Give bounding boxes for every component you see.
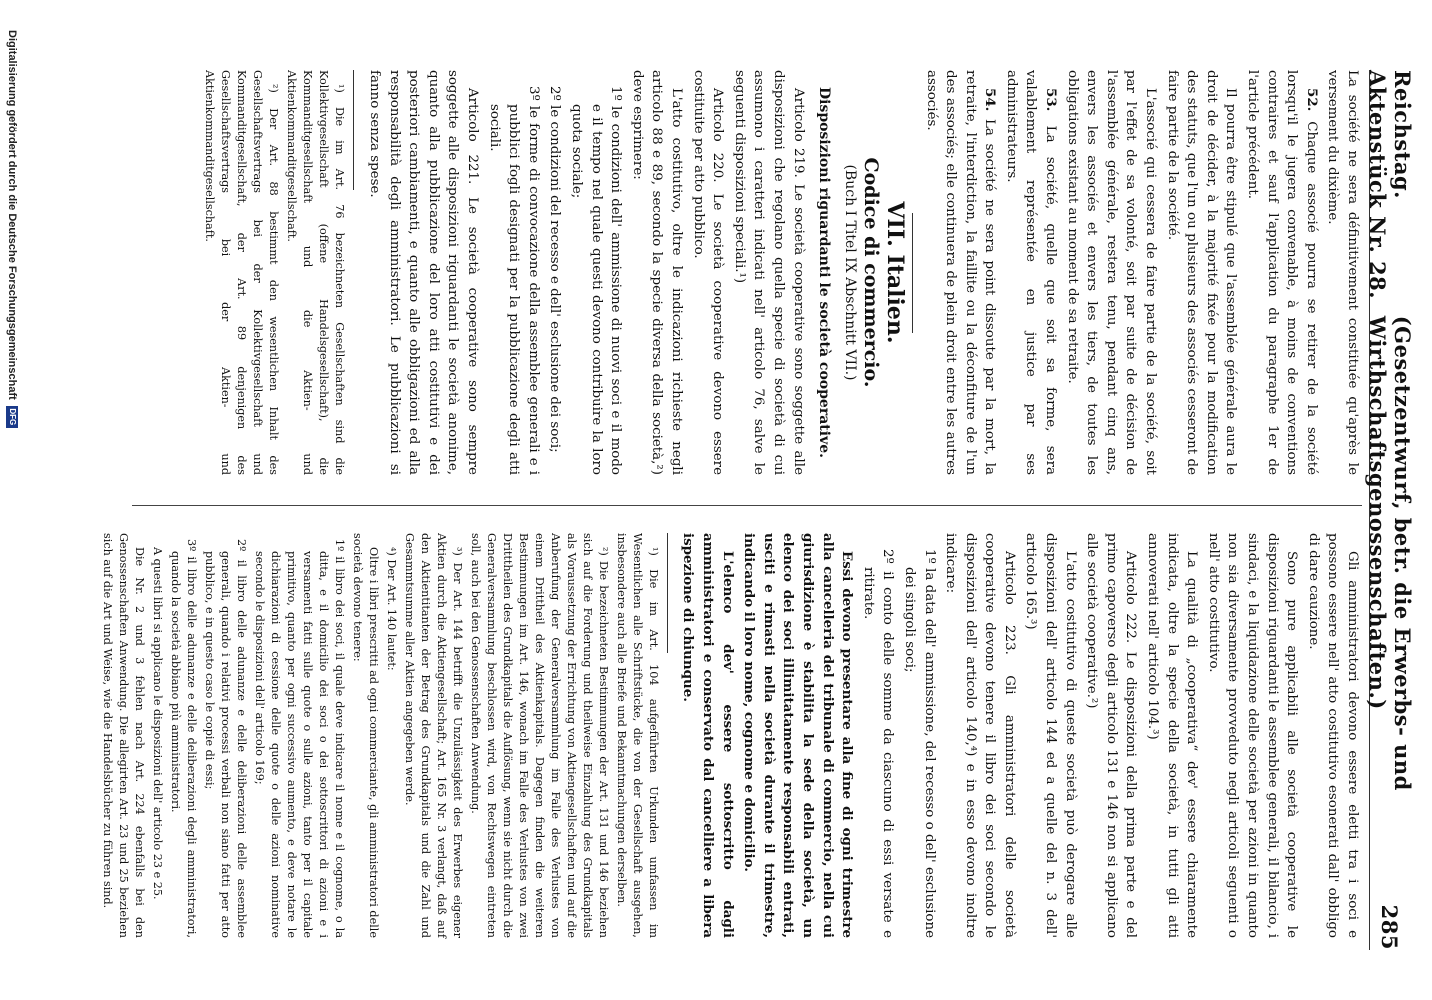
code-title: Codice di commercio. — [860, 157, 883, 388]
footnote-item: 1º il libro dei soci, il quale deve indicare il nome e il cognome, o la ditta, e il domicilio dei soci o dei sottoscrittori di azioni e i versamenti fatti sulle quote o sulle azioni, tanto per il capitale primitivo, quanto per ogni successivo aumento, e deve notare le dichiarazioni di cessione delle quote o delle azioni nominative secondo le disposizioni dell' articolo 169; — [252, 539, 346, 938]
article-223: Articolo 223. Gli amministratori delle società cooperative devono tenere il libro dei soci secondo le disposizioni dell' articolo 140,⁴) e in esso devono inoltre indicare: — [943, 533, 1017, 938]
paragraph — [1001, 70, 1060, 475]
footnote-item: 3º il libro delle adunanze e delle deliberazioni degli amministratori, quando la società abbiano più amministratori. — [168, 539, 198, 938]
footnote: ³) Der Art. 144 betrifft die Unzulässigkeit des Erwerbes eigener Aktien durch die Aktiengesellschaft; Art. 165 Nr. 3 verlangt, daß auf den Aktientitanten der Betrag des Grundkapitals und die Zahl und Gesammtsumme aller Aktien angegeben werde. — [402, 533, 464, 938]
article-220: Articolo 220. Le società cooperative devono essere costituite per atto pubblico. — [690, 70, 726, 475]
paragraph: La qualità di „cooperativa“ dev' essere chiaramente indicata, oltre la specie della società, in tutti gli atti annoverati nell' articolo 104.³) — [1145, 533, 1200, 938]
footnote-quote: Oltre i libri prescritti ad ogni commerciante, gli amministratori delle società devono tenere: — [350, 533, 380, 938]
section-divider — [912, 213, 913, 333]
article-221: Articolo 221. Le società cooperative sono sempre soggette alle disposizioni riguardanti le società anonime, quanto alla pubblicazione del loro atti costitutivi e dei posteriori cambiamenti, e quanto alle obbligazioni ed alla responsabilità degli amministratori. Le pubblicazioni si fanno senza spese. — [367, 70, 481, 475]
paragraph — [921, 70, 999, 475]
footnote: ⁴) Der Art. 140 lautet: — [384, 547, 398, 671]
footnote-quote: A questi libri si applicano le disposizioni dell' articolo 23 e 25. — [150, 547, 164, 900]
footnote-divider — [354, 70, 355, 190]
list-item: 1º la data dell' ammissione, del recesso o dell' esclusione dei singoli soci; — [901, 549, 937, 938]
footnote-item: 2º il libro delle adunanze e delle deliberazioni delle assemblee generali, quando i relativi processi verbali non siano fatti per atto pubblico, e in questo caso le copie di essi; — [202, 539, 248, 938]
paragraph: Essi devono presentare alla fine di ogni trimestre alla cancelleria del tribunale di commercio, nella cui giurisdizione è stabilita la sede della società, un elenco dei soci illimitatamente responsabili entrati, usciti e rimasti nella società durante il trimestre, indicando il loro nome, cognome e domicilio. — [741, 533, 856, 938]
footnote: ¹) Die im Art. 104 aufgeführten Urkunden umfassen im Wesentlichen alle Schriftstücke, die von der Gesellschaft ausgehen, insbesondere auch alle Briefe und Bekanntmachungen derselben. — [614, 533, 660, 938]
footnote: ²) Die bezeichneten Bestimmungen der Art. 131 und 146 beziehen sich auf die Forderung und theilweise Einzahlung des Grundkapitals als Voraussetzung der Errichtung von Aktiengesellschaften und auf die Anberufung der Generalversammlung im Falle des Verlustes von einem Drittheil des Aktienkapitals. Dagegen finden die weiteren Bestimmungen im Art. 146, wonach im Falle des Verlustes von zwei Dritttheilen des Grundkapitals die Auflösung, wenn sie nicht durch die Generalversammlung beschlossen wird, von Rechtswegen eintreten soll, auch bei den Genossenschaften Anwendung. — [468, 533, 610, 938]
left-column — [200, 70, 1363, 475]
footnote-divider — [667, 533, 668, 653]
right-column — [97, 533, 1362, 938]
dfg-logo-icon: DFG — [6, 406, 18, 428]
paragraph: Sono pure applicabili alle società cooperative le disposizioni riguardanti le assemblee generali, il bilancio, i sindaci, e la liquidazione delle società per azioni in quanto non sia diversamente provveduto negli articoli seguenti o nell' atto costitutivo. — [1205, 533, 1300, 938]
footnote: ¹) Die im Art. 76 bezeichneten Gesellschaften sind die Kollektivgesellschaft (offene Handelsgesellschaft), die Kommanditgesellschaft und die Aktien- und Aktienkommanditgesellschaft. — [285, 70, 347, 475]
running-header — [1365, 70, 1415, 950]
header-left: Reichstag. Aktenstück Nr. 28. — [1365, 70, 1415, 300]
list-item: 2º il conto delle somme da ciascuno di essi versate e ritirate. — [860, 549, 896, 938]
page-number: 285 — [1377, 904, 1403, 950]
footnote: Die Nr. 2 und 3 fehlen nach Art. 224 ebenfalls bei den Genossenschaften Anwendung. Die allegirten Art. 23 und 25 beziehen sich auf die Art und Weise, wie die Handelsbücher zu führen sind. — [100, 533, 146, 938]
list-item: 1º le condizioni dell' ammissione di nuovi soci e il modo e il tempo nel quale questi devono contribuire la loro quota sociale; — [569, 86, 624, 475]
header-center: (Gesetzentwurf, betr. die Erwerbs- und Wirthschaftsgenossenschaften.) — [1365, 315, 1415, 791]
paragraph: L'atto costitutivo di queste società può derogare alle disposizioni dell' articolo 144 ed a quelle del n. 3 dell' articolo 165.³) — [1023, 533, 1078, 938]
article-222: Articolo 222. Le disposizioni della prima parte e del primo capoverso degli articolo 131 e 146 non si applicano alle società cooperative.²) — [1084, 533, 1139, 938]
column-divider — [132, 505, 1362, 506]
code-subtitle: (Buch I Titel IX Abschnitt VII.) — [841, 164, 858, 381]
paragraph-text: La société ne sera point dissoute par la mort, la retraite, l'interdiction, la faillite ou la déconfiture de l'un des associés; elle continuera de plein droit entre les autres associés. — [923, 70, 998, 475]
paragraph — [1242, 70, 1320, 475]
article-219: Articolo 219. Le società cooperative sono soggette alle disposizioni che regolano quella specie di società di cui assumono i caratteri indicati nell' articolo 76, salve le seguenti disposizioni speciali.¹) — [731, 70, 806, 475]
article-number: 52. — [1303, 88, 1320, 112]
digitization-credit — [6, 30, 18, 730]
article-number: 54. — [982, 88, 999, 112]
paragraph-text: La société, quelle que soit sa forme, sera valablement représentée en justice par ses administrateurs. — [1003, 70, 1059, 475]
paragraph-text: Chaque associé pourra se retirer de la société lorsqu'il le jugera convenable, à moins de conventions contraires et sauf l'application du paragraphe 1er de l'article précédent. — [1245, 70, 1319, 475]
paragraph: Gli amministratori devono essere eletti tra i soci e possono essere nell' atto costitutivo esonerati dall' obbligo di dare cauzione. — [1305, 533, 1360, 938]
section-heading: Disposizioni riguardanti le società cooperative. — [816, 87, 833, 458]
list-item: 3º le forme di convocazione della assemblee generali e i pubblici fogli designati per la pubblicazione degli atti sociali. — [486, 86, 541, 475]
credit-text: Digitalisierung gefördert durch die Deutsche Forschungsgemeinschaft — [6, 30, 18, 400]
list-item: 2º le condizioni del recesso e dell' esclusione dei soci; — [547, 86, 563, 453]
footnote: ²) Der Art. 88 bestimmt den wesentlichen Inhalt des Gesellschaftsvertrags bei der Kollektivgesellschaft und Kommanditgesellschaft, der Art. 89 denjenigen des Gesellschaftsvertrags bei der Aktien- und Aktienkommanditgesellschaft. — [203, 70, 281, 475]
paragraph: La société ne sera définitivement constituée qu'après le versement du dixième. — [1325, 70, 1360, 475]
paragraph: L'associé qui cessera de faire partie de la société, soit par l'effet de sa volonté, soit par suite de décision de l'assemblée générale, restera tenu, pendant cinq ans, envers les associés et envers les tiers, de toutes les obligations existant au moment de sa retraite. — [1064, 70, 1159, 475]
article-number: 53. — [1043, 88, 1060, 112]
paragraph: L'elenco dev' essere sottoscritto dagli amministratori e conservato dal cancelliere a libera ispezione di chiunque. — [680, 533, 736, 938]
paragraph: L'atto costitutivo, oltre le indicazioni richieste negli articolo 88 e 89, secondo la specie diversa della società,²) deve esprimere: — [629, 70, 684, 475]
paragraph: Il pourra être stipulé que l'assemblée générale aura le droit de décider, à la majorité fixée pour la modification des statuts, que l'un ou plusieurs des associés cesseront de faire partie de la société. — [1164, 70, 1239, 475]
section-title: VII. Italien. — [881, 201, 908, 344]
